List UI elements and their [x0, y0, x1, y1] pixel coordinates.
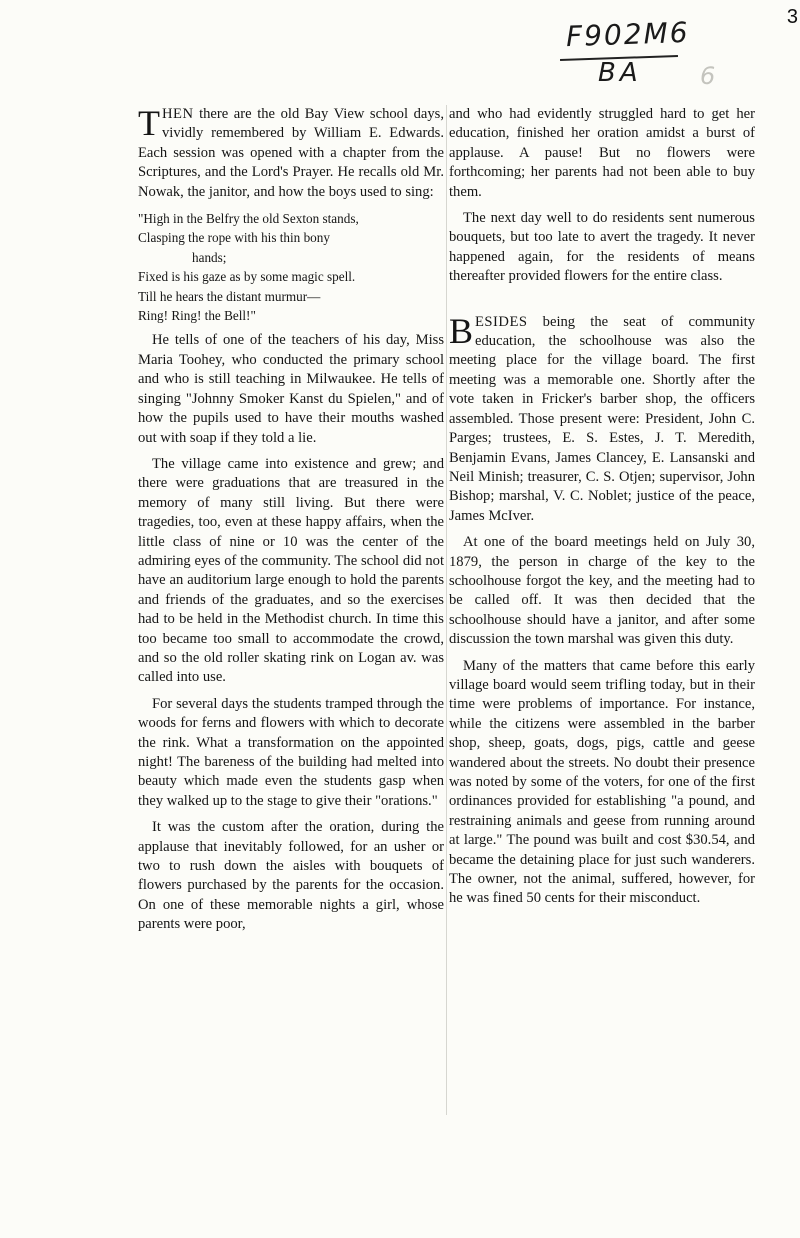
drop-cap-letter: B [449, 310, 474, 351]
article-column-left [138, 105, 444, 942]
handwritten-faint-mark: 6 [700, 62, 716, 90]
paragraph-decorating-rink: For several days the students tramped through the woods for ferns and flowers with which to decorate the rink. What a transformation on the appointed night! The bareness of the building had melted into beauty which made even the students gasp when they walked up to the stage to give their "orations." [138, 695, 444, 809]
paragraph-girl-no-flowers: and who had evidently struggled hard to get her education, finished her oration amidst a burst of applause. A pause! But no flowers were forthcoming; her parents had not been able to buy them. [449, 106, 755, 200]
paragraph-bay-view-school-days [138, 105, 444, 202]
poem-line: Clasping the rope with his thin bony [138, 230, 330, 246]
handwritten-initials: BA [598, 58, 642, 88]
drop-cap-letter: T [138, 103, 160, 143]
poem-line: Ring! Ring! the Bell!" [138, 308, 256, 324]
paragraph-text: being the seat of community education, the schoolhouse was also the meeting place for the village board. The first meeting was a memorable one. Shortly after the vote taken in Fricker's barber shop, the officers assembled. Those present were: President, John C. Parges; trustees, E. S. Estes, J. T. Meredith, Benjamin Evans, James Clancey, E. Lansanski and Neil Minish; treasurer, C. S. Otjen; supervisor, John Bishop; marshal, V. C. Noblet; justice of the peace, James McIver. [449, 313, 755, 524]
paragraph-bouquet-custom: It was the custom after the oration, during the applause that inevitably followed, for an usher or two to rush down the aisles with bouquets of flowers purchased by the parents for the occasion. On one of these memorable nights a girl, whose parents were poor, [138, 819, 444, 933]
handwritten-catalog-code: F902M6 [565, 15, 691, 54]
lead-in-word: HEN [162, 106, 194, 122]
belfry-poem [138, 209, 444, 325]
poem-line: "High in the Belfry the old Sexton stands, [138, 211, 359, 227]
paragraph-next-day-bouquets: The next day well to do residents sent numerous bouquets, but too late to avert the tragedy. It never happened again, for the residents of means thereafter provided flowers for the entire class. [449, 210, 755, 285]
paragraph-text: there are the old Bay View school days, vividly remembered by William E. Edwards. Each session was opened with a chapter from the Scriptures, and the Lord's Prayer. He recalls old Mr. Nowak, the janitor, and how the boys used to sing: [138, 106, 444, 200]
article-column-right [449, 105, 755, 916]
paragraph-teacher-maria-toohey: He tells of one of the teachers of his day, Miss Maria Toohey, who conducted the primary school and who is still teaching in Milwaukee. He tells of singing "Johnny Smoker Kanst du Spielen," and of how the pupils used to have their mouths washed out with soap if they told a lie. [138, 332, 444, 446]
paragraph-janitor-key: At one of the board meetings held on July 30, 1879, the person in charge of the key to the schoolhouse forgot the key, and the meeting had to be called off. It was then decided that the schoolhouse should have a janitor, and after some discussion the town marshal was given this duty. [449, 534, 755, 648]
paragraph-graduations: The village came into existence and grew; and there were graduations that are treasured in the memory of many still living. But there were tragedies, too, even at these happy affairs, when the little class of nine or 10 was the center of the admiring eyes of the community. The school did not have an auditorium large enough to hold the parents and friends of the graduates, and so the exercises had to be held in the Methodist church. In time this too became too small to accommodate the crowd, and so the old roller skating rink on Logan av. was called into use. [138, 455, 444, 686]
poem-line: Till he hears the distant murmur— [138, 288, 321, 304]
poem-line: Fixed is his gaze as by some magic spell. [138, 269, 356, 285]
poem-line: hands; [192, 249, 227, 265]
lead-in-word: ESIDES [475, 313, 528, 330]
paragraph-animal-pound: Many of the matters that came before this early village board would seem trifling today, but in their time were problems of importance. For instance, while the citizens were assembled in the barber shop, sheep, goats, dogs, pigs, cattle and geese wandered about the streets. No doubt their presence was noted by some of the voters, for one of the first ordinances provided for establishing "a pound, and restraining animals and geese from running around at large." The pound was built and cost $30.54, and became the detaining place for just such wanderers. The owner, not the animal, suffered, however, for he was fined 50 cents for their misconduct. [449, 657, 755, 907]
paragraph-village-board [449, 310, 755, 526]
column-divider [446, 105, 447, 1115]
page-number: 3 [786, 6, 798, 28]
